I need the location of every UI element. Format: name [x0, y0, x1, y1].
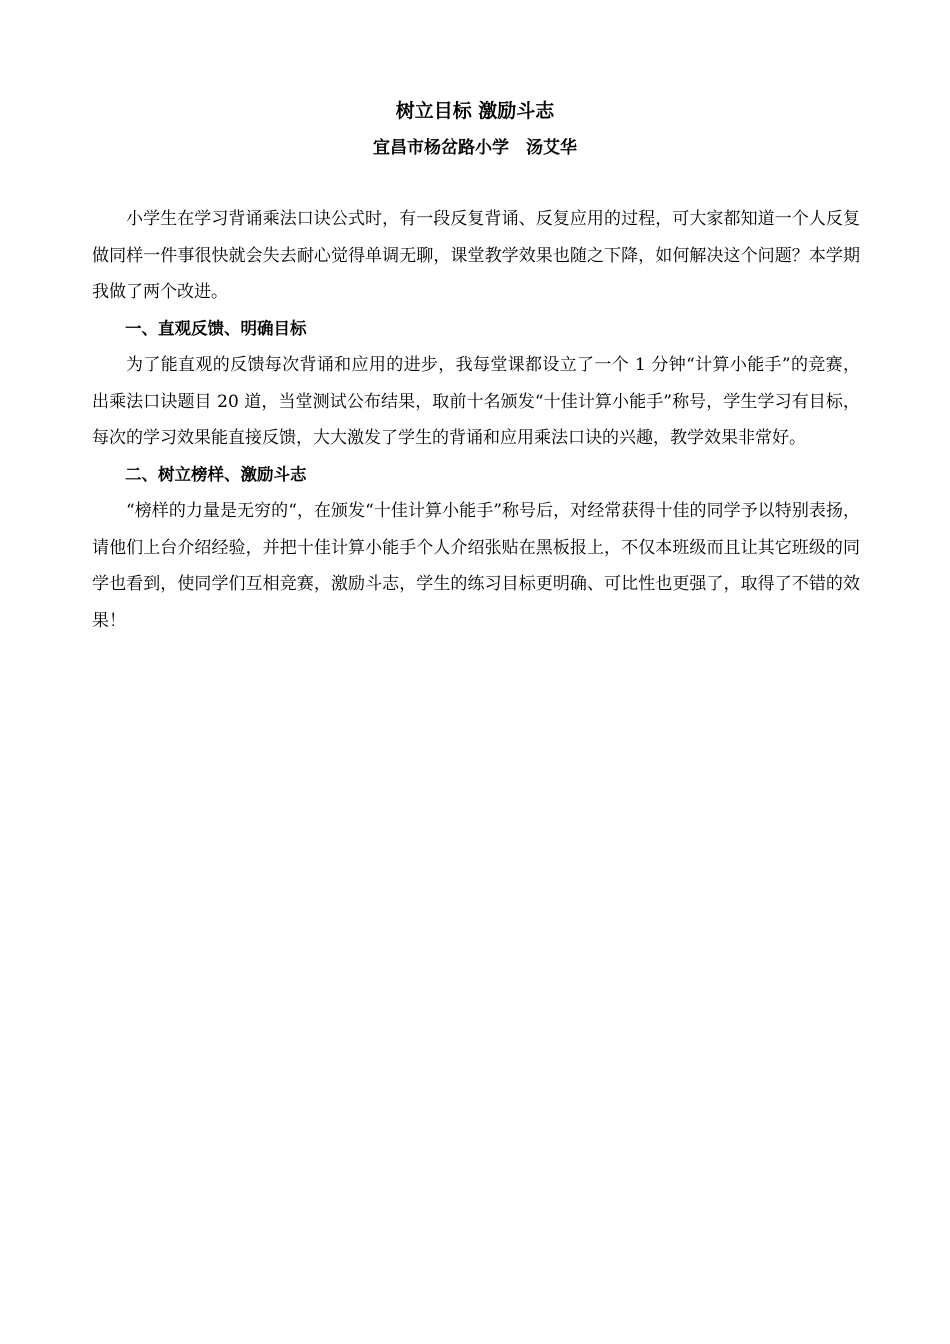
section-heading-2: 二、树立榜样、激励斗志	[125, 464, 307, 484]
author-byline: 宜昌市杨岔路小学 汤艾华	[373, 138, 577, 158]
intro-paragraph: 小学生在学习背诵乘法口诀公式时，有一段反复背诵、反复应用的过程，可大家都知道一个人反复做同样一件事很快就会失去耐心觉得单调无聊，课堂教学效果也随之下降，如何解决这个问题？本学期我做了两个改进。	[92, 209, 860, 302]
section-heading-1: 一、直观反馈、明确目标	[125, 318, 307, 338]
document-body	[92, 201, 860, 639]
section-paragraph-1: 为了能直观的反馈每次背诵和应用的进步，我每堂课都设立了一个 1 分钟“计算小能手”的竞赛，出乘法口诀题目 20 道，当堂测试公布结果，取前十名颁发“十佳计算小能手”称号，学生学习有目标，每次的学习效果能直接反馈，大大激发了学生的背诵和应用乘法口诀的兴趣，教学效果非常好。	[92, 355, 860, 448]
document-title: 树立目标 激励斗志	[395, 100, 555, 122]
section-paragraph-2: “榜样的力量是无穷的“，在颁发“十佳计算小能手”称号后，对经常获得十佳的同学予以特别表扬，请他们上台介绍经验，并把十佳计算小能手个人介绍张贴在黑板报上，不仅本班级而且让其它班级的同学也看到，使同学们互相竞赛，激励斗志，学生的练习目标更明确、可比性也更强了，取得了不错的效果！	[92, 501, 860, 631]
